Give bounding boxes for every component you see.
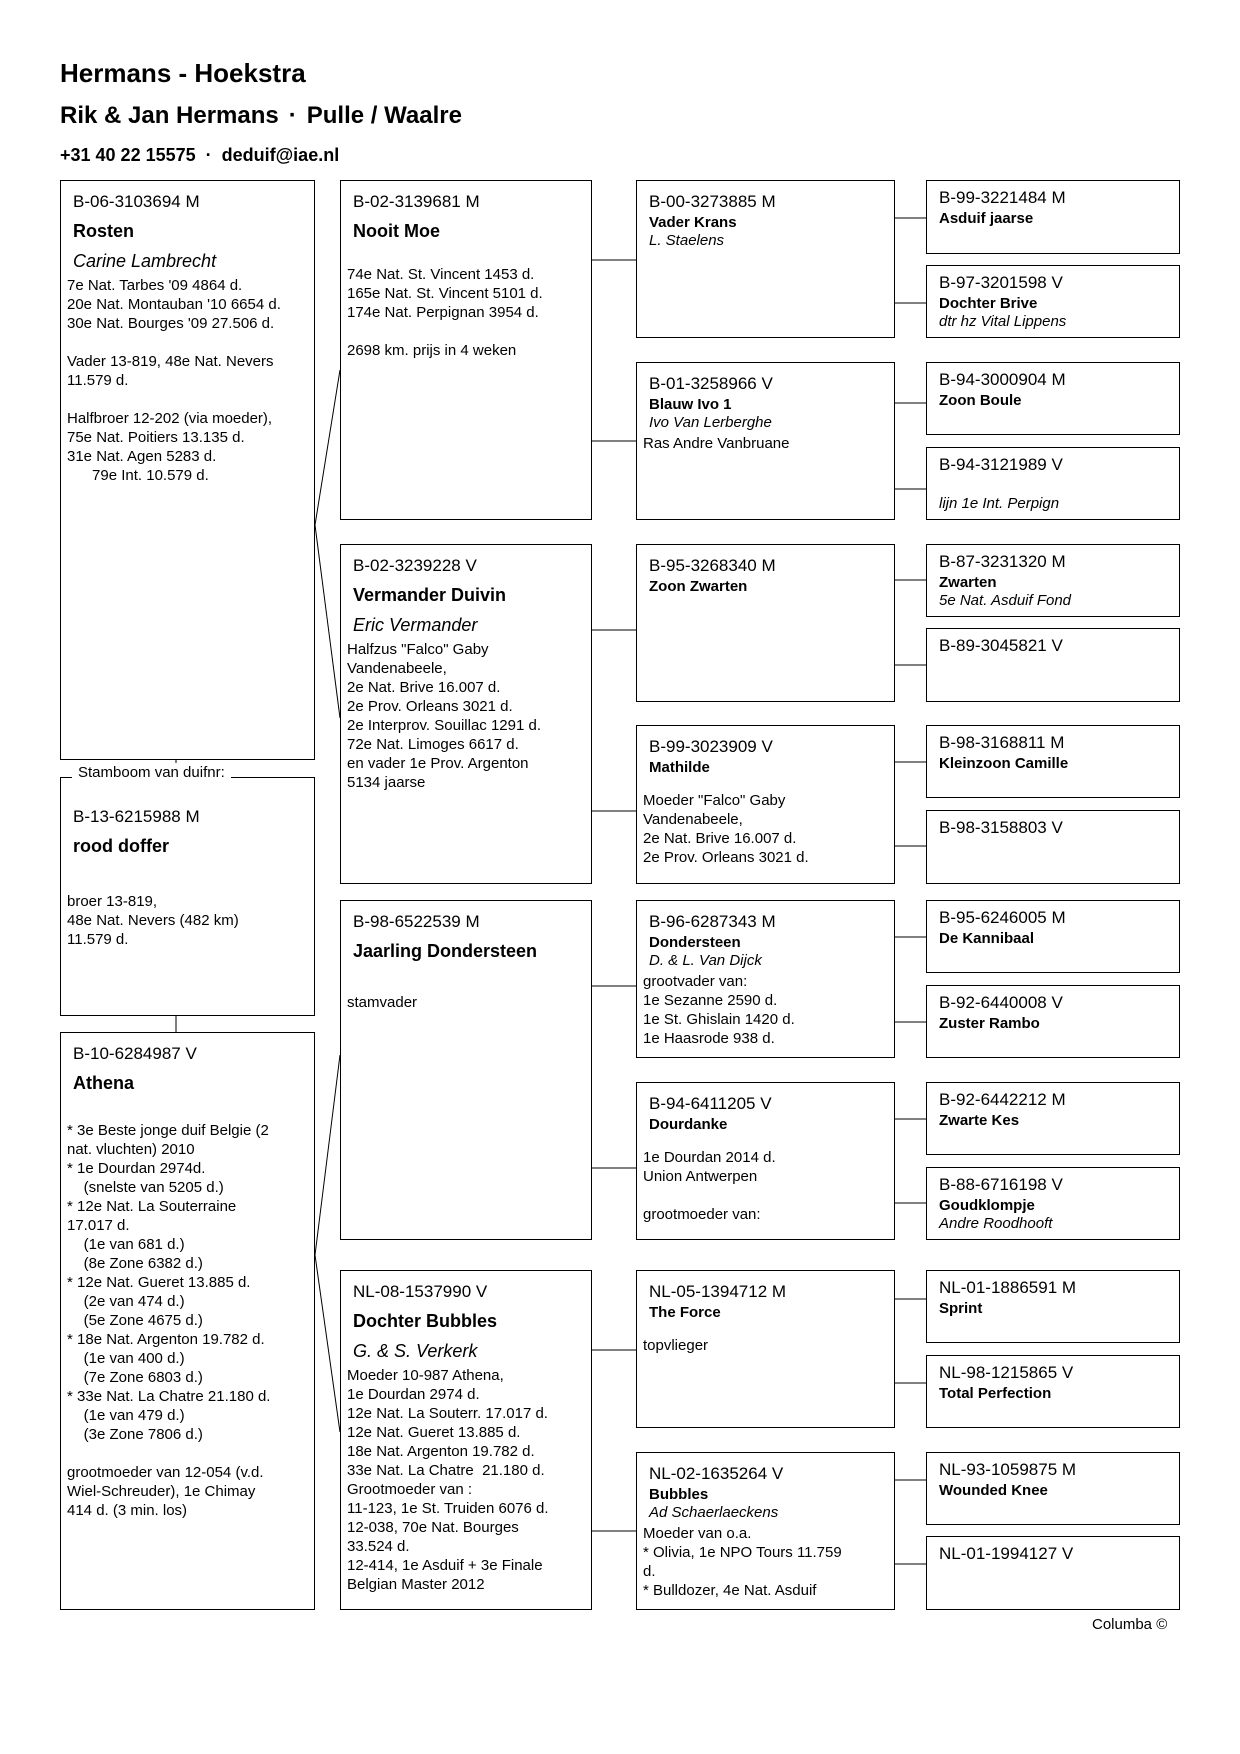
- pedigree-card-gen4: [926, 1536, 1180, 1610]
- ring-number: B-00-3273885 M: [649, 192, 776, 211]
- pedigree-card-gen4: [926, 810, 1180, 884]
- connector-line: [315, 370, 340, 525]
- pigeon-name: Asduif jaarse: [939, 210, 1034, 228]
- ring-number: B-96-6287343 M: [649, 912, 776, 931]
- pigeon-results: Moeder van o.a. * Olivia, 1e NPO Tours 11.759 d. * Bulldozer, 4e Nat. Asduif: [643, 1525, 842, 1600]
- pedigree-card-subject: [60, 777, 315, 1016]
- pigeon-name: Athena: [73, 1073, 135, 1094]
- ring-number: B-99-3221484 M: [939, 188, 1066, 207]
- ring-number: NL-93-1059875 M: [939, 1460, 1077, 1479]
- pedigree-card-gen4: [926, 544, 1180, 617]
- pigeon-name: Vader Krans: [649, 214, 737, 232]
- breeder-name: Ad Schaerlaeckens: [649, 1504, 779, 1522]
- pedigree-card-gen3: [636, 900, 895, 1058]
- ring-number: B-88-6716198 V: [939, 1175, 1063, 1194]
- pigeon-name: Zoon Boule: [939, 392, 1022, 410]
- pedigree-card-gen4: [926, 1452, 1180, 1525]
- ring-number: B-10-6284987 V: [73, 1044, 197, 1063]
- ring-number: B-97-3201598 V: [939, 273, 1063, 292]
- pigeon-name: Wounded Knee: [939, 1482, 1048, 1500]
- pedigree-card-gen4: [926, 1082, 1180, 1155]
- breeder-name: G. & S. Verkerk: [353, 1340, 478, 1361]
- ring-number: B-87-3231320 M: [939, 552, 1066, 571]
- pigeon-results: 7e Nat. Tarbes '09 4864 d. 20e Nat. Montauban '10 6654 d. 30e Nat. Bourges '09 27.506 d. Vader 13-819, 48e Nat. Nevers 11.579 d. Halfbroer 12-202 (via moeder), 75e Nat. Poitiers 13.135 d. 31e Nat. Agen 5283 d. 79e Int. 10.579 d.: [67, 277, 281, 485]
- owners-name: Rik & Jan Hermans: [60, 102, 279, 129]
- breeder-name: lijn 1e Int. Perpign: [939, 495, 1060, 513]
- pigeon-name: Zwarte Kes: [939, 1112, 1020, 1130]
- ring-number: B-89-3045821 V: [939, 636, 1063, 655]
- pedigree-card-gen3: [636, 725, 895, 884]
- pigeon-results: Moeder 10-987 Athena, 1e Dourdan 2974 d. 12e Nat. La Souterr. 17.017 d. 12e Nat. Gueret 13.885 d. 18e Nat. Argenton 19.782 d. 33e Nat. La Chatre 21.180 d. Grootmoeder van : 11-123, 1e St. Truiden 6076 d. 12-038, 70e Nat. Bourges 33.524 d. 12-414, 1e Asduif + 3e Finale Belgian Master 2012: [347, 1367, 549, 1594]
- pigeon-name: Dondersteen: [649, 934, 741, 952]
- pigeon-results: Halfzus "Falco" Gaby Vandenabeele, 2e Nat. Brive 16.007 d. 2e Prov. Orleans 3021 d. 2e Interprov. Souillac 1291 d. 72e Nat. Limoges 6617 d. en vader 1e Prov. Argenton 5134 jaarse: [347, 641, 542, 792]
- pigeon-name: Goudklompje: [939, 1197, 1035, 1215]
- pedigree-card-gen3: [636, 544, 895, 702]
- pigeon-name: Total Perfection: [939, 1385, 1052, 1403]
- pedigree-card-gen3: [636, 1270, 895, 1428]
- ring-number: B-02-3239228 V: [353, 556, 477, 575]
- pedigree-card-gen4: [926, 1270, 1180, 1343]
- pedigree-card-gen4: [926, 362, 1180, 435]
- pigeon-name: Zwarten: [939, 574, 997, 592]
- phone-number: +31 40 22 15575: [60, 145, 196, 165]
- ring-number: B-92-6440008 V: [939, 993, 1063, 1012]
- breeder-name: Carine Lambrecht: [73, 250, 217, 271]
- ring-number: B-06-3103694 M: [73, 192, 200, 211]
- pigeon-name: De Kannibaal: [939, 930, 1035, 948]
- ring-number: NL-01-1886591 M: [939, 1278, 1077, 1297]
- pedigree-card-gen3: [636, 1082, 895, 1240]
- ring-number: B-94-3121989 V: [939, 455, 1063, 474]
- separator-dot: ·: [205, 145, 212, 165]
- pedigree-card-sire-dam: [340, 544, 592, 884]
- pigeon-name: Dourdanke: [649, 1116, 728, 1134]
- pigeon-name: Blauw Ivo 1: [649, 396, 732, 414]
- ring-number: NL-08-1537990 V: [353, 1282, 488, 1301]
- pigeon-name: Jaarling Dondersteen: [353, 941, 538, 962]
- pigeon-name: Sprint: [939, 1300, 983, 1318]
- pedigree-card-dam-sire: [340, 900, 592, 1240]
- pedigree-card-gen4: [926, 628, 1180, 702]
- pigeon-results: broer 13-819, 48e Nat. Nevers (482 km) 11.579 d.: [67, 892, 239, 948]
- ring-number: B-94-3000904 M: [939, 370, 1066, 389]
- pedigree-card-gen4: [926, 265, 1180, 338]
- pigeon-results: Moeder "Falco" Gaby Vandenabeele, 2e Nat. Brive 16.007 d. 2e Prov. Orleans 3021 d.: [643, 792, 809, 867]
- pigeon-results: * 3e Beste jonge duif Belgie (2 nat. vluchten) 2010 * 1e Dourdan 2974d. (snelste van 5205 d.) * 12e Nat. La Souterraine 17.017 d. (1e van 681 d.) (8e Zone 6382 d.) * 12e Nat. Gueret 13.885 d. (2e van 474 d.) (5e Zone 4675 d.) * 18e Nat. Argenton 19.782 d. (1e van 400 d.) (7e Zone 6803 d.) * 33e Nat. La Chatre 21.180 d. (1e van 479 d.) (3e Zone 7806 d.) grootmoeder van 12-054 (v.d. Wiel-Schreuder), 1e Chimay 414 d. (3 min. los): [67, 1121, 271, 1519]
- pedigree-card-gen4: [926, 1167, 1180, 1240]
- pedigree-card-gen3: [636, 180, 895, 338]
- ring-number: B-98-3168811 M: [939, 733, 1065, 752]
- pigeon-name: Zoon Zwarten: [649, 578, 748, 596]
- pedigree-card-sire: [60, 180, 315, 760]
- ring-number: B-99-3023909 V: [649, 737, 773, 756]
- connector-line: [315, 1255, 340, 1432]
- email-address: deduif@iae.nl: [221, 145, 340, 165]
- pigeon-name: Vermander Duivin: [353, 585, 507, 606]
- pedigree-card-gen4: [926, 1355, 1180, 1428]
- breeder-name: Eric Vermander: [353, 614, 478, 635]
- pigeon-name: rood doffer: [73, 836, 169, 857]
- ring-number: B-01-3258966 V: [649, 374, 773, 393]
- pigeon-results: topvlieger: [643, 1337, 709, 1355]
- pedigree-card-gen4: [926, 180, 1180, 254]
- pedigree-card-gen4: [926, 985, 1180, 1058]
- page-title: Hermans - Hoekstra: [60, 58, 306, 88]
- ring-number: NL-01-1994127 V: [939, 1544, 1074, 1563]
- software-credit: Columba ©: [1092, 1616, 1168, 1633]
- ring-number: B-94-6411205 V: [649, 1094, 772, 1113]
- pigeon-name: Bubbles: [649, 1486, 709, 1504]
- pigeon-results: 1e Dourdan 2014 d. Union Antwerpen grootmoeder van:: [643, 1149, 776, 1224]
- connector-line: [315, 1055, 340, 1255]
- pedigree-card-gen3: [636, 362, 895, 520]
- breeder-name: dtr hz Vital Lippens: [939, 313, 1067, 331]
- pigeon-name: Dochter Brive: [939, 295, 1038, 313]
- pedigree-card-dam: [60, 1032, 315, 1610]
- pigeon-results: 74e Nat. St. Vincent 1453 d. 165e Nat. St. Vincent 5101 d. 174e Nat. Perpignan 3954 d. 2698 km. prijs in 4 weken: [347, 265, 543, 359]
- owner-location: Pulle / Waalre: [306, 102, 462, 129]
- pedigree-card-gen4: [926, 900, 1180, 973]
- breeder-name: L. Staelens: [649, 232, 725, 250]
- ring-number: B-98-6522539 M: [353, 912, 480, 931]
- breeder-name: 5e Nat. Asduif Fond: [939, 592, 1072, 610]
- breeder-name: Ivo Van Lerberghe: [649, 414, 772, 432]
- pigeon-name: Mathilde: [649, 759, 710, 777]
- breeder-name: Andre Roodhooft: [939, 1215, 1053, 1233]
- pedigree-card-sire-sire: [340, 180, 592, 520]
- pigeon-name: Kleinzoon Camille: [939, 755, 1069, 773]
- pigeon-name: Zuster Rambo: [939, 1015, 1040, 1033]
- pigeon-results: Ras Andre Vanbruane: [643, 435, 790, 453]
- pigeon-results: grootvader van: 1e Sezanne 2590 d. 1e St. Ghislain 1420 d. 1e Haasrode 938 d.: [643, 973, 795, 1048]
- pigeon-name: Dochter Bubbles: [353, 1311, 498, 1332]
- ring-number: NL-02-1635264 V: [649, 1464, 784, 1483]
- ring-number: B-13-6215988 M: [73, 807, 200, 826]
- pedigree-card-gen4: [926, 725, 1180, 798]
- pedigree-card-dam-dam: [340, 1270, 592, 1610]
- pedigree-card-gen4: [926, 447, 1180, 520]
- pigeon-name: The Force: [649, 1304, 721, 1322]
- pedigree-subject-label: Stamboom van duifnr:: [72, 763, 231, 783]
- ring-number: B-95-3268340 M: [649, 556, 776, 575]
- pigeon-name: Rosten: [73, 221, 135, 242]
- ring-number: NL-05-1394712 M: [649, 1282, 787, 1301]
- pigeon-results: stamvader: [347, 993, 418, 1011]
- pigeon-name: Nooit Moe: [353, 221, 440, 242]
- ring-number: B-02-3139681 M: [353, 192, 480, 211]
- separator-dot: ·: [288, 102, 297, 129]
- breeder-name: D. & L. Van Dijck: [649, 952, 762, 970]
- ring-number: NL-98-1215865 V: [939, 1363, 1074, 1382]
- ring-number: B-98-3158803 V: [939, 818, 1063, 837]
- ring-number: B-95-6246005 M: [939, 908, 1066, 927]
- connector-line: [315, 525, 340, 718]
- ring-number: B-92-6442212 M: [939, 1090, 1066, 1109]
- pedigree-card-gen3: [636, 1452, 895, 1610]
